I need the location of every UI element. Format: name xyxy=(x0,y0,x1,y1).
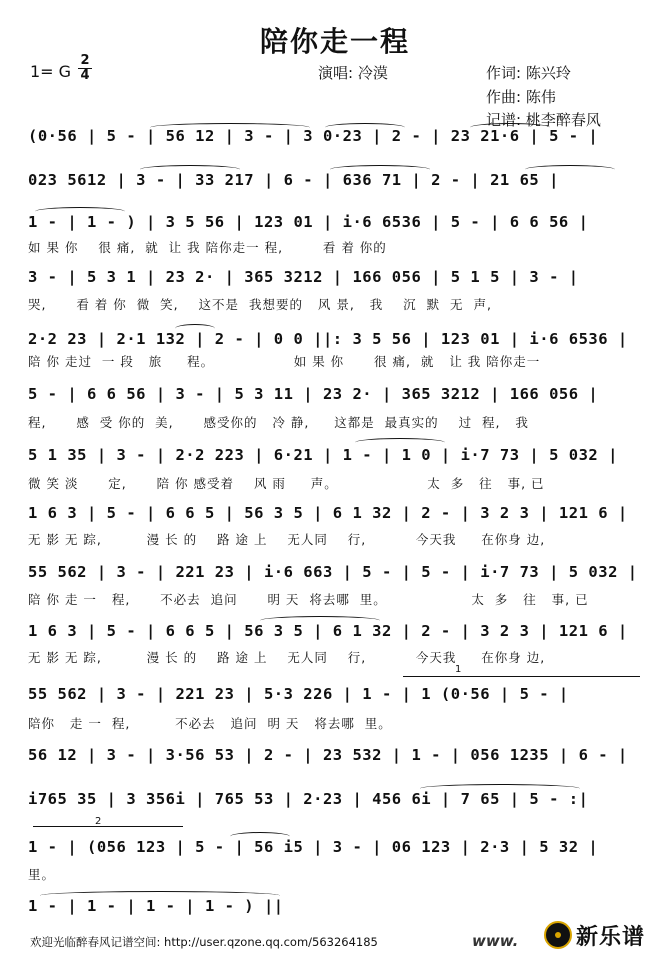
transcriber-credit: 记谱: 桃李醉春风 xyxy=(486,111,601,129)
volta-2-label: 2 xyxy=(95,816,102,827)
tie-slur xyxy=(140,165,240,174)
tie-slur xyxy=(35,207,125,216)
logo-text: 新乐谱 xyxy=(576,925,646,950)
lyricist-credit: 作词: 陈兴玲 xyxy=(486,64,571,82)
notation-row-6: 5 - | 6 6 56 | 3 - | 5 3 11 | 23 2· | 365 3212 | 166 056 | xyxy=(28,385,599,403)
footer-text: 欢迎光临醉春风记谱空间: http://user.qzone.qq.com/563264185 xyxy=(30,935,378,949)
tie-slur xyxy=(230,832,290,841)
lyric-row-7: 微 笑 淡 定, 陪 你 感受着 风 雨 声。 太 多 往 事, 已 xyxy=(28,476,545,491)
watermark: www. xyxy=(472,932,519,950)
tie-slur xyxy=(525,165,615,174)
lyric-row-11: 陪你 走 一 程, 不必去 追问 明 天 将去哪 里。 xyxy=(28,716,392,731)
lyric-row-3: 如 果 你 很 痛, 就 让 我 陪你走一 程, 看 着 你的 xyxy=(28,240,387,255)
lyric-row-5: 陪 你 走过 一 段 旅 程。 如 果 你 很 痛, 就 让 我 陪你走一 xyxy=(28,354,541,369)
tie-slur xyxy=(330,165,430,174)
tie-slur xyxy=(150,123,310,132)
lyric-row-9: 陪 你 走 一 程, 不必去 追问 明 天 将去哪 里。 太 多 往 事, 已 xyxy=(28,592,589,607)
tie-slur xyxy=(260,616,380,625)
notation-row-10: 1 6 3 | 5 - | 6 6 5 | 56 3 5 | 6 1 32 | 2 - | 3 2 3 | 121 6 | xyxy=(28,622,628,640)
notation-row-9: 55 562 | 3 - | 221 23 | i·6 663 | 5 - | 5 - | i·7 73 | 5 032 | xyxy=(28,563,638,581)
volta-1-label: 1 xyxy=(455,664,462,675)
tie-slur xyxy=(420,784,580,793)
tie-slur xyxy=(470,123,550,132)
volta-2-bracket xyxy=(33,826,183,827)
site-logo xyxy=(544,920,660,952)
tie-slur xyxy=(175,324,215,333)
notation-row-5: 2·2 23 | 2·1 132 | 2 - | 0 0 ||: 3 5 56 | 123 01 | i·6 6536 | xyxy=(28,330,628,348)
meter-top: 2 xyxy=(80,53,90,68)
meter-bottom: 4 xyxy=(80,68,90,83)
singer-credit: 演唱: 冷漠 xyxy=(318,64,388,82)
lyric-row-14: 里。 xyxy=(28,867,56,882)
time-signature xyxy=(78,55,92,82)
tie-slur xyxy=(325,123,405,132)
notation-row-12: 56 12 | 3 - | 3·56 53 | 2 - | 23 532 | 1 - | 056 1235 | 6 - | xyxy=(28,746,628,764)
notation-row-11: 55 562 | 3 - | 221 23 | 5·3 226 | 1 - | 1 (0·56 | 5 - | xyxy=(28,685,569,703)
lyric-row-8: 无 影 无 踪, 漫 长 的 路 途 上 无人同 行, 今天我 在你身 边, xyxy=(28,532,546,547)
tie-slur xyxy=(355,438,445,447)
volta-1-bracket xyxy=(403,676,640,677)
key-signature: 1= G xyxy=(30,62,72,81)
notation-row-8: 1 6 3 | 5 - | 6 6 5 | 56 3 5 | 6 1 32 | 2 - | 3 2 3 | 121 6 | xyxy=(28,504,628,522)
composer-credit: 作曲: 陈伟 xyxy=(486,88,556,106)
disc-icon xyxy=(544,921,572,949)
lyric-row-10: 无 影 无 踪, 漫 长 的 路 途 上 无人同 行, 今天我 在你身 边, xyxy=(28,650,546,665)
notation-row-3: 1 - | 1 - ) | 3 5 56 | 123 01 | i·6 6536 | 5 - | 6 6 56 | xyxy=(28,213,589,231)
tie-slur xyxy=(40,891,280,900)
notation-row-4: 3 - | 5 3 1 | 23 2· | 365 3212 | 166 056 | 5 1 5 | 3 - | xyxy=(28,268,579,286)
song-title: 陪你走一程 xyxy=(259,25,410,58)
notation-row-14: 1 - | (056 123 | 5 - | 56 i5 | 3 - | 06 123 | 2·3 | 5 32 | xyxy=(28,838,599,856)
notation-row-1: (0·56 | 5 - | 56 12 | 3 - | 3 0·23 | 2 - | 23 21·6 | 5 - | xyxy=(28,127,599,145)
notation-row-2: 023 5612 | 3 - | 33 217 | 6 - | 636 71 | 2 - | 21 65 | xyxy=(28,171,559,189)
notation-row-7: 5 1 35 | 3 - | 2·2 223 | 6·21 | 1 - | 1 0 | i·7 73 | 5 032 | xyxy=(28,446,618,464)
lyric-row-4: 哭, 看 着 你 微 笑, 这不是 我想要的 风 景, 我 沉 默 无 声, xyxy=(28,297,492,312)
notation-row-15: 1 - | 1 - | 1 - | 1 - ) || xyxy=(28,897,284,915)
notation-row-13: i765 35 | 3 356i | 765 53 | 2·23 | 456 6i | 7 65 | 5 - :| xyxy=(28,790,589,808)
lyric-row-6: 程, 感 受 你的 美, 感受你的 冷 静, 这都是 最真实的 过 程, 我 xyxy=(28,415,529,430)
